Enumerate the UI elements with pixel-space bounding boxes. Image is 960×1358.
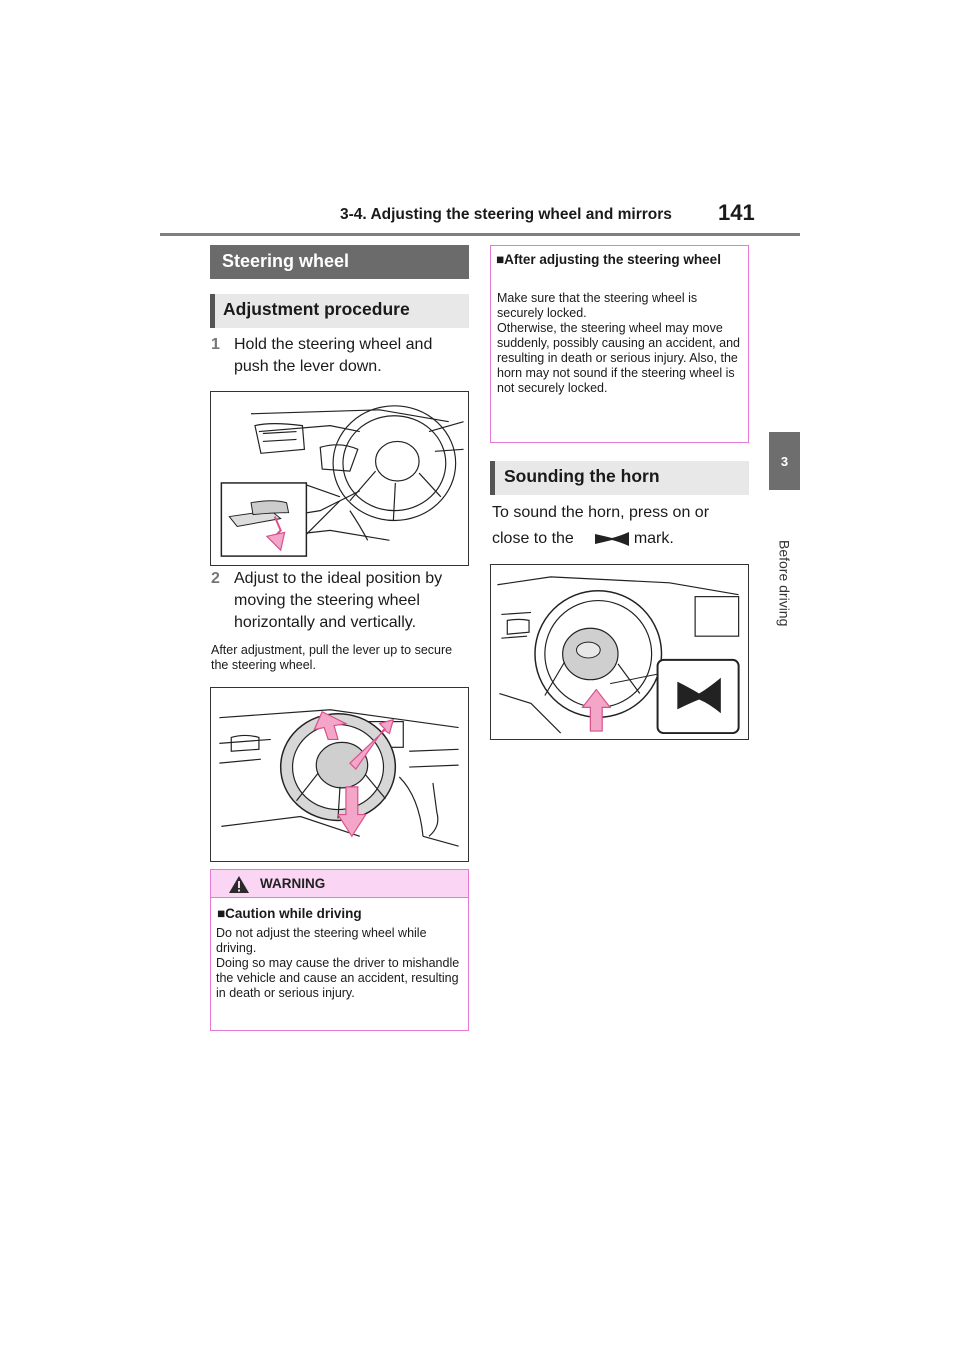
horn-illustration (490, 564, 749, 740)
chapter-tab[interactable]: 3 (769, 432, 800, 490)
step-1 (211, 334, 471, 382)
horn-icon (594, 528, 630, 550)
horn-icon-svg (594, 528, 630, 550)
horn-instruction-line2 (492, 530, 674, 548)
warning-box (210, 869, 469, 1031)
after-adjusting-note-box (490, 245, 749, 443)
steering-wheel-banner: Steering wheel (210, 245, 469, 279)
after-adjustment-note: After adjustment, pull the lever up to secure the steering wheel. (211, 643, 453, 672)
note-body: Make sure that the steering wheel is securely locked. Otherwise, the steering wheel may move suddenly, possibly causing an accident, and resulting in death or serious injury. Also, the horn may not sound if the steering wheel is not securely locked. (497, 291, 740, 395)
wheel-adjust-illustration (210, 687, 469, 862)
lever-illustration-svg (211, 392, 468, 565)
step-number: 2 (211, 570, 220, 587)
step-text: Hold the steering wheel and push the lever down. (234, 336, 433, 375)
note-subheading: ■After adjusting the steering wheel (496, 252, 721, 267)
chapter-label-text: Before driving (776, 539, 793, 627)
warning-body: Do not adjust the steering wheel while driving. Doing so may cause the driver to mishandle the vehicle and cause an accident, resulting in death or serious injury. (216, 926, 460, 1000)
lever-illustration (210, 391, 469, 566)
warning-subheading: ■Caution while driving (217, 906, 362, 921)
step-2 (211, 568, 471, 638)
header-rule (160, 233, 800, 236)
section-title: 3-4. Adjusting the steering wheel and mirrors (340, 206, 672, 223)
warning-triangle-icon (228, 875, 250, 894)
step-text: Adjust to the ideal position by moving the steering wheel horizontally and vertically. (234, 570, 443, 631)
sounding-the-horn-heading: Sounding the horn (490, 461, 749, 495)
warning-label: WARNING (260, 876, 326, 891)
page-number: 141 (718, 200, 755, 225)
horn-instruction-line1: To sound the horn, press on or (492, 504, 710, 521)
horn-text-before: close to the (492, 530, 574, 547)
horn-text-after: mark. (633, 530, 674, 547)
horn-illustration-svg (491, 565, 748, 739)
chapter-label (769, 498, 800, 668)
warning-header (211, 870, 468, 898)
step-number: 1 (211, 336, 220, 353)
wheel-adjust-illustration-svg (211, 688, 468, 861)
adjustment-procedure-heading: Adjustment procedure (210, 294, 469, 328)
